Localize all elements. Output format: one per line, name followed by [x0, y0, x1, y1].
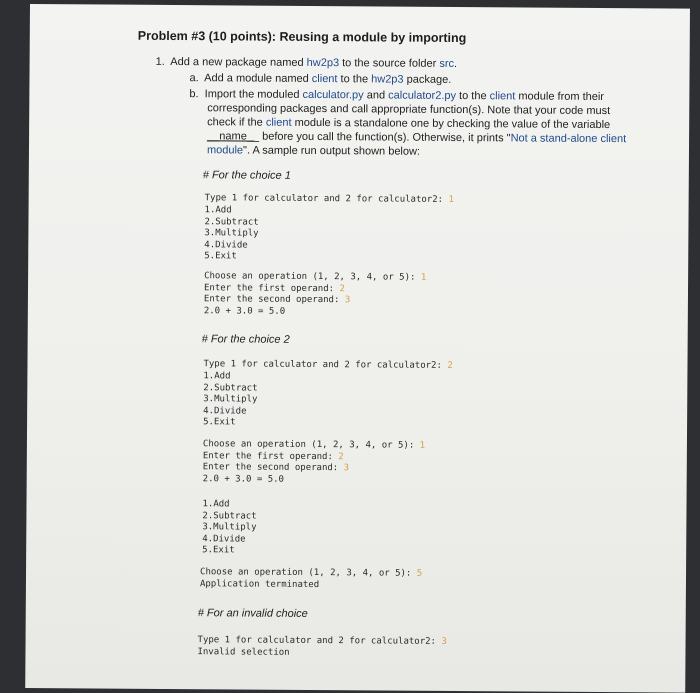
item-b-line-5-b: ". A sample run output shown below: — [243, 144, 421, 158]
op-prompt: Choose an operation (1, 2, 3, 4, or 5): — [202, 439, 420, 451]
item-b-line-4-b: before you call the function(s). Otherwise, it prints " — [259, 130, 511, 145]
item-1-text-a: Add a new package named — [170, 55, 307, 69]
choice-2-heading: # For the choice 2 — [201, 333, 290, 346]
item-1-text-b: to the source folder — [339, 57, 440, 70]
choice-1-prompt-text: Type 1 for calculator and 2 for calculator2: — [204, 193, 449, 205]
item-a-text-a: Add a module named — [204, 72, 312, 85]
item-1 — [156, 55, 458, 71]
problem-title: Problem #3 (10 points): Reusing a module by importing — [137, 28, 467, 46]
first-prompt: Enter the first operand: — [202, 450, 339, 462]
item-b-text-b: and — [363, 89, 389, 102]
invalid-output — [197, 635, 446, 660]
op-input: 1 — [420, 272, 427, 283]
choice-2-menu — [203, 371, 258, 429]
second-prompt: Enter the second operand: — [202, 462, 344, 474]
item-b-calc1: calculator.py — [302, 88, 364, 102]
menu-item: 4.Divide — [204, 239, 248, 251]
choice-2-prompt-text: Type 1 for calculator and 2 for calculator2: — [203, 359, 448, 371]
item-b-text-a: Import the moduled — [204, 88, 303, 101]
choice-2-prompt — [203, 359, 452, 372]
item-b-calc2: calculator2.py — [388, 89, 457, 102]
item-b-line-3-client: client — [265, 116, 292, 129]
menu-item: 1.Add — [202, 499, 230, 510]
item-b-text-d: module from their — [515, 90, 605, 104]
item-1-src: src — [439, 57, 455, 70]
menu-item: 1.Add — [204, 205, 232, 216]
terminated-message: Application terminated — [199, 578, 320, 590]
invalid-heading: # For an invalid choice — [197, 607, 308, 620]
choice-1-menu — [204, 205, 259, 263]
menu-item: 5.Exit — [202, 545, 235, 556]
choice-1-heading: # For the choice 1 — [202, 169, 291, 182]
choice-1-operation — [204, 271, 426, 319]
op-prompt: Choose an operation (1, 2, 3, 4, or 5): — [204, 271, 421, 283]
choice-2-menu-repeat — [202, 499, 257, 557]
second-input: 3 — [343, 463, 350, 474]
choice-2-exit — [200, 567, 422, 592]
first-prompt: Enter the first operand: — [203, 282, 340, 294]
first-input: 2 — [338, 451, 344, 462]
menu-item: 5.Exit — [203, 417, 236, 428]
item-a-package: hw2p3 — [371, 73, 404, 86]
item-a — [189, 71, 451, 87]
op2-input: 5 — [416, 568, 423, 579]
second-prompt: Enter the second operand: — [203, 294, 345, 306]
menu-item: 5.Exit — [204, 251, 237, 262]
menu-item: 4.Divide — [203, 405, 247, 417]
item-1-text-c: . — [454, 57, 458, 70]
invalid-message: Invalid selection — [197, 646, 290, 658]
item-a-text-b: to the — [337, 73, 372, 86]
invalid-prompt: Type 1 for calculator and 2 for calculator2: — [197, 635, 442, 647]
item-b-line-4-quote: Not a stand-alone client — [510, 132, 627, 146]
item-a-module: client — [311, 72, 338, 86]
invalid-input: 3 — [441, 636, 447, 647]
first-input: 2 — [339, 283, 345, 294]
item-a-letter: a. — [189, 72, 199, 85]
result: 2.0 + 3.0 = 5.0 — [202, 473, 285, 485]
menu-item: 2.Subtract — [202, 510, 257, 522]
choice-2-prompt-input: 2 — [447, 360, 453, 371]
item-a-text-c: package. — [403, 73, 452, 86]
item-b-line-5-quote: module — [206, 144, 244, 157]
choice-2-operation — [203, 439, 425, 487]
item-b-line-5 — [207, 143, 420, 158]
item-1-number: 1. — [155, 55, 165, 68]
choice-1-prompt-input: 1 — [448, 194, 454, 205]
menu-item: 3.Multiply — [202, 522, 257, 533]
item-b-dunder-name: __name__ — [207, 130, 260, 143]
item-b-line-3-a: check if the — [207, 116, 266, 129]
menu-item: 3.Multiply — [204, 228, 259, 239]
menu-item: 3.Multiply — [203, 394, 258, 405]
item-1-package: hw2p3 — [306, 56, 340, 70]
menu-item: 2.Subtract — [203, 382, 258, 394]
item-b-line-3-b: module is a standalone one by checking the value of the variable — [291, 116, 611, 132]
second-input: 3 — [344, 295, 351, 306]
item-b-client: client — [489, 90, 516, 103]
item-b-text-c: to the — [455, 89, 490, 103]
menu-item: 4.Divide — [202, 533, 246, 545]
op2-prompt: Choose an operation (1, 2, 3, 4, or 5): — [200, 567, 417, 579]
menu-item: 2.Subtract — [204, 216, 259, 228]
menu-item: 1.Add — [203, 371, 231, 382]
document-page — [25, 4, 690, 693]
item-b-line-2: corresponding packages and call appropriate function(s). Note that your code must — [207, 102, 611, 118]
choice-1-prompt — [205, 193, 454, 206]
op-input: 1 — [419, 440, 426, 451]
item-b-letter: b. — [189, 88, 199, 101]
result: 2.0 + 3.0 = 5.0 — [203, 305, 286, 317]
